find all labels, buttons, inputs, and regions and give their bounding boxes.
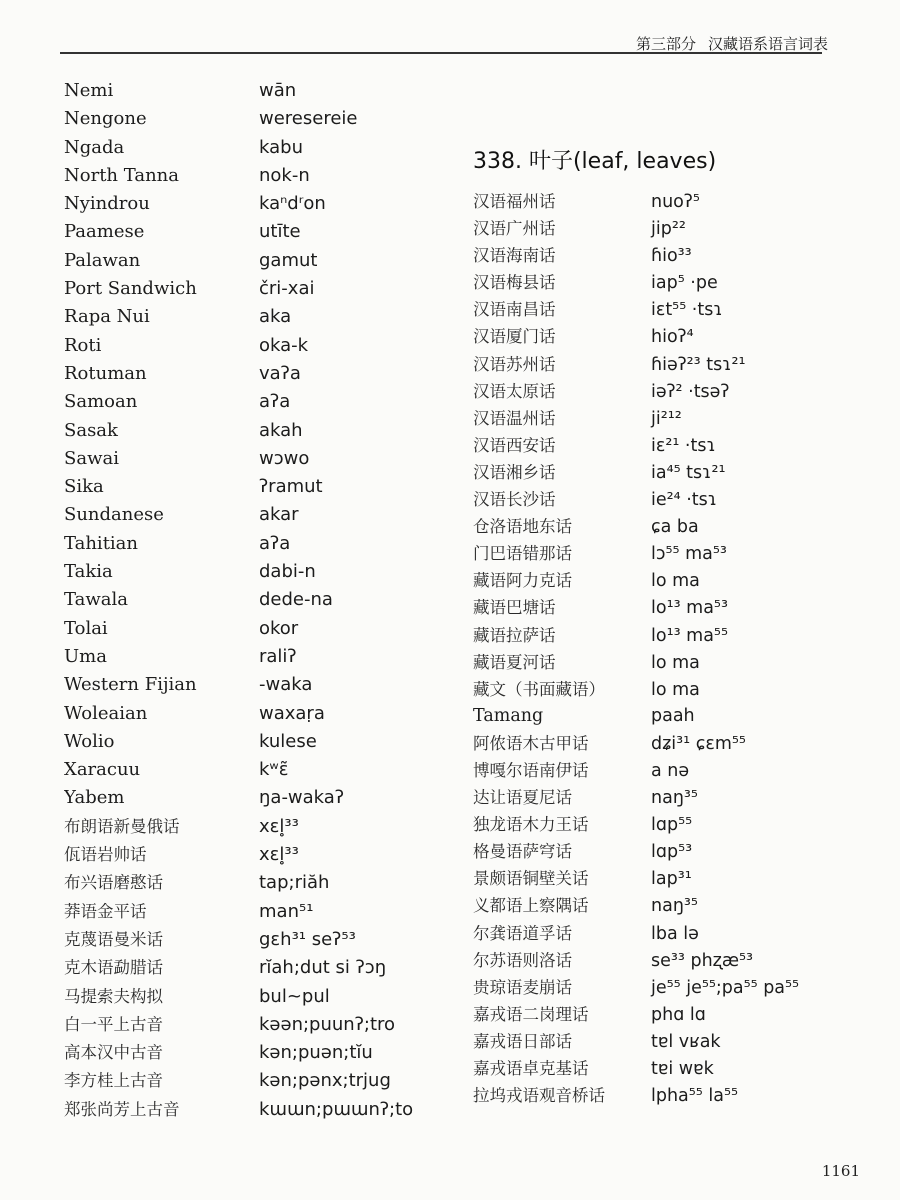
- entry-row: [473, 351, 873, 378]
- entry-row: [473, 676, 873, 703]
- language-name: Tahitian: [64, 532, 139, 554]
- language-name: Tamang: [473, 705, 544, 726]
- language-name: 马提索夫构拟: [64, 986, 163, 1006]
- entry-row: [473, 323, 873, 350]
- entry-row: [64, 105, 424, 133]
- word-form: kabu: [259, 136, 303, 158]
- entry-row: [64, 813, 424, 841]
- word-form: ia⁴⁵ tsɿ²¹: [651, 462, 726, 483]
- language-name: 李方桂上古音: [64, 1071, 163, 1091]
- entry-row: [473, 838, 873, 865]
- language-name: North Tanna: [64, 164, 179, 186]
- entry-row: [473, 540, 873, 567]
- language-name: 贵琼语麦崩话: [473, 977, 572, 997]
- language-name: Nengone: [64, 108, 147, 130]
- entry-row: [473, 567, 873, 594]
- language-name: Paamese: [64, 221, 145, 243]
- language-name: 汉语厦门话: [473, 327, 556, 347]
- word-form: gamut: [259, 249, 318, 271]
- entry-row: [64, 77, 424, 105]
- entry-row: [64, 162, 424, 190]
- entry-row: [473, 784, 873, 811]
- running-header: [636, 33, 828, 54]
- word-form: dabi-n: [259, 561, 316, 583]
- word-form: lo ma: [651, 652, 700, 673]
- entry-row: [64, 501, 424, 529]
- entry-row: [64, 360, 424, 388]
- entry-row: [64, 756, 424, 784]
- language-name: 格曼语萨穹话: [473, 842, 572, 862]
- entry-row: [64, 190, 424, 218]
- word-form: je⁵⁵ je⁵⁵;pa⁵⁵ pa⁵⁵: [651, 977, 800, 998]
- language-name: 嘉戎语日部话: [473, 1031, 572, 1051]
- word-form: jip²²: [651, 219, 686, 240]
- entry-row: [64, 841, 424, 869]
- language-name: 尔龚语道孚话: [473, 923, 572, 943]
- language-name: 拉坞戎语观音桥话: [473, 1086, 605, 1106]
- word-form: lpha⁵⁵ la⁵⁵: [651, 1086, 738, 1107]
- word-form: iəʔ² ·tsəʔ: [651, 381, 730, 402]
- language-name: 仓洛语地东话: [473, 517, 572, 537]
- word-form: lap³¹: [651, 869, 692, 890]
- language-name: 汉语温州话: [473, 408, 556, 428]
- language-name: 藏语阿力克话: [473, 571, 572, 591]
- word-form: tap;riăh: [259, 872, 330, 894]
- entry-row: [64, 1039, 424, 1067]
- word-form: lo¹³ ma⁵⁵: [651, 625, 728, 646]
- word-form: ŋa-wakaʔ: [259, 787, 345, 809]
- entry-row: [64, 445, 424, 473]
- language-name: 白一平上古音: [64, 1014, 163, 1034]
- word-form: kʷɛ̃: [259, 759, 289, 781]
- word-form: kəən;puunʔ;tro: [259, 1013, 396, 1035]
- word-form: paah: [651, 705, 695, 726]
- language-name: Tawala: [64, 589, 128, 611]
- language-name: Wolio: [64, 730, 115, 752]
- entry-row: [473, 1082, 873, 1109]
- language-name: 阿侬语木古甲话: [473, 733, 589, 753]
- language-name: 汉语西安话: [473, 435, 556, 455]
- entry-row: [64, 473, 424, 501]
- language-name: Ngada: [64, 136, 125, 158]
- word-form: okor: [259, 617, 299, 639]
- entry-row: [64, 1096, 424, 1124]
- entry-row: [64, 643, 424, 671]
- word-form: bul~pul: [259, 985, 330, 1007]
- language-name: 嘉戎语卓克基话: [473, 1059, 589, 1078]
- entry-row: [64, 417, 424, 445]
- language-name: 克木语勐腊话: [64, 958, 163, 978]
- entry-row: [64, 303, 424, 331]
- entry-row: [473, 649, 873, 676]
- entry-row: [473, 811, 873, 838]
- language-name: 达让语夏尼话: [473, 788, 572, 808]
- language-name: 义都语上察隅话: [473, 896, 589, 916]
- word-form: naŋ³⁵: [651, 896, 698, 917]
- word-form: wɔwo: [259, 447, 310, 469]
- entry-row: [473, 594, 873, 621]
- right-word-list: [473, 188, 873, 1109]
- language-name: Rotuman: [64, 362, 147, 384]
- language-name: 莽语金平话: [64, 901, 147, 921]
- language-name: Palawan: [64, 249, 141, 271]
- entry-row: [473, 757, 873, 784]
- word-form: kaⁿdʳon: [259, 193, 326, 215]
- language-name: 门巴语错那话: [473, 544, 572, 564]
- entry-row: [64, 700, 424, 728]
- word-form: man⁵¹: [259, 900, 314, 922]
- language-name: Rapa Nui: [64, 306, 150, 328]
- language-name: 藏语拉萨话: [473, 625, 556, 645]
- entry-row: [64, 1011, 424, 1039]
- word-form: aka: [259, 306, 292, 328]
- word-form: lo ma: [651, 571, 700, 592]
- word-form: se³³ phʐæ⁵³: [651, 950, 754, 971]
- language-name: 嘉戎语二岗理话: [473, 1004, 589, 1024]
- header-title: 汉藏语系语言词表: [707, 35, 828, 53]
- language-name: Tolai: [64, 617, 108, 639]
- word-form: ɕa ba: [651, 517, 699, 538]
- entry-row: [64, 728, 424, 756]
- language-name: 汉语苏州话: [473, 354, 556, 374]
- page-number: 1161: [821, 1162, 860, 1180]
- word-form: nuoʔ⁵: [651, 192, 700, 212]
- word-form: iap⁵ ·pe: [651, 273, 718, 294]
- word-form: tɐl vʁak: [651, 1031, 721, 1052]
- entry-row: [64, 530, 424, 558]
- language-name: 克蔑语曼米话: [64, 929, 163, 949]
- word-form: kulese: [259, 730, 317, 752]
- entry-row: [64, 586, 424, 614]
- word-form: wān: [259, 80, 297, 101]
- language-name: 汉语海南话: [473, 246, 556, 266]
- entry-row: [64, 898, 424, 926]
- entry-row: [473, 1001, 873, 1028]
- entry-row: [64, 332, 424, 360]
- word-form: xɛl̥³³: [259, 844, 299, 866]
- word-form: aʔa: [259, 391, 291, 413]
- word-form: waxaṛa: [259, 702, 325, 724]
- entry-row: [473, 215, 873, 242]
- word-form: kɯɯn;pɯɯnʔ;to: [259, 1098, 414, 1120]
- entry-row: [64, 784, 424, 812]
- word-form: akah: [259, 419, 303, 441]
- language-name: Sundanese: [64, 504, 164, 526]
- header-part: 第三部分: [635, 35, 696, 53]
- word-form: dede-na: [259, 589, 333, 611]
- language-name: 汉语南昌话: [473, 300, 556, 320]
- entry-row: [64, 869, 424, 897]
- entry-row: [64, 218, 424, 246]
- language-name: Western Fijian: [64, 674, 197, 696]
- entry-row: [473, 459, 873, 486]
- language-name: Sawai: [64, 447, 119, 469]
- entry-row: [64, 388, 424, 416]
- word-form: weresereie: [259, 108, 358, 130]
- language-name: 博嘎尔语南伊话: [473, 760, 589, 780]
- entry-row: [64, 247, 424, 275]
- word-form: lba lə: [651, 923, 699, 944]
- entry-row: [64, 926, 424, 954]
- entry-row: [473, 188, 873, 215]
- entry-row: [473, 296, 873, 323]
- language-name: Uma: [64, 645, 107, 667]
- language-name: Roti: [64, 334, 102, 356]
- entry-row: [473, 703, 873, 730]
- word-form: raliʔ: [259, 645, 297, 667]
- entry-row: [473, 486, 873, 513]
- entry-row: [64, 954, 424, 982]
- language-name: Takia: [64, 561, 113, 583]
- word-form: oka-k: [259, 334, 309, 356]
- language-name: 汉语太原话: [473, 381, 556, 401]
- word-form: a nə: [651, 760, 690, 781]
- word-form: lɔ⁵⁵ ma⁵³: [651, 544, 727, 565]
- word-form: xɛl̥³³: [259, 815, 299, 837]
- entry-row: [473, 269, 873, 296]
- entry-row: [64, 134, 424, 162]
- word-form: ɦio³³: [651, 246, 692, 267]
- language-name: 汉语长沙话: [473, 490, 556, 510]
- word-form: utīte: [259, 221, 301, 243]
- entry-row: [473, 1055, 873, 1082]
- language-name: 景颇语铜壁关话: [473, 869, 589, 889]
- entry-row: [473, 1028, 873, 1055]
- word-form: hioʔ⁴: [651, 327, 694, 348]
- language-name: Port Sandwich: [64, 278, 197, 300]
- word-form: ʔramut: [259, 476, 323, 498]
- entry-row: [64, 671, 424, 699]
- entry-row: [473, 865, 873, 892]
- language-name: Xaracuu: [64, 759, 141, 781]
- word-form: dʑi³¹ ɕɛm⁵⁵: [651, 733, 746, 754]
- language-name: 尔苏语则洛话: [473, 950, 572, 970]
- word-form: rĭah;dut si ʔɔŋ: [259, 957, 387, 979]
- language-name: 藏语夏河话: [473, 652, 556, 672]
- word-form: akar: [259, 504, 299, 526]
- language-name: Yabem: [64, 787, 125, 809]
- language-name: 独龙语木力王话: [473, 815, 589, 835]
- entry-row: [64, 1067, 424, 1095]
- word-form: kən;pənx;trjug: [259, 1070, 391, 1092]
- header-rule: [60, 52, 822, 54]
- word-form: nok-n: [259, 164, 310, 186]
- word-form: iɛt⁵⁵ ·tsɿ: [651, 300, 723, 321]
- entry-row: [473, 405, 873, 432]
- word-form: čri-xai: [259, 278, 315, 300]
- language-name: 布兴语磨憨话: [64, 873, 163, 893]
- entry-row: [473, 378, 873, 405]
- entry-row: [64, 615, 424, 643]
- word-form: kən;puən;tĭu: [259, 1042, 373, 1064]
- word-form: gɛh³¹ seʔ⁵³: [259, 928, 356, 950]
- language-name: 汉语广州话: [473, 219, 556, 239]
- entry-row: [473, 622, 873, 649]
- entry-row: [473, 947, 873, 974]
- word-form: ie²⁴ ·tsɿ: [651, 490, 718, 511]
- entry-row: [473, 974, 873, 1001]
- entry-row: [64, 983, 424, 1011]
- word-form: vaʔa: [259, 362, 301, 384]
- entry-row: [473, 242, 873, 269]
- entry-row: [473, 892, 873, 919]
- language-name: 汉语湘乡话: [473, 462, 556, 482]
- word-form: lo¹³ ma⁵³: [651, 598, 728, 619]
- word-form: lɑp⁵⁵: [651, 815, 693, 836]
- word-form: ɦiəʔ²³ tsɿ²¹: [651, 354, 746, 375]
- language-name: 汉语福州话: [473, 192, 556, 211]
- word-form: phɑ lɑ: [651, 1004, 706, 1025]
- language-name: 汉语梅县话: [473, 273, 556, 293]
- language-name: 藏语巴塘话: [473, 598, 556, 618]
- language-name: Sika: [64, 476, 104, 498]
- section-title: 338. 叶子(leaf, leaves): [473, 149, 717, 174]
- word-form: tɐi wɐk: [651, 1059, 714, 1079]
- language-name: 藏文（书面藏语）: [473, 679, 605, 699]
- entry-row: [473, 730, 873, 757]
- word-form: aʔa: [259, 532, 291, 554]
- language-name: 高本汉中古音: [64, 1043, 163, 1063]
- entry-row: [473, 920, 873, 947]
- word-form: lɑp⁵³: [651, 842, 693, 863]
- language-name: Sasak: [64, 419, 118, 441]
- word-form: -waka: [259, 674, 313, 696]
- language-name: 布朗语新曼俄话: [64, 816, 180, 836]
- language-name: 佤语岩帅话: [64, 845, 147, 865]
- entry-row: [64, 558, 424, 586]
- word-form: lo ma: [651, 679, 700, 700]
- language-name: Woleaian: [64, 702, 148, 724]
- language-name: 郑张尚芳上古音: [64, 1099, 180, 1119]
- language-name: Nyindrou: [64, 193, 150, 215]
- word-form: iɛ²¹ ·tsɿ: [651, 435, 716, 456]
- left-word-list: [64, 77, 424, 1124]
- entry-row: [473, 513, 873, 540]
- entry-row: [64, 275, 424, 303]
- language-name: Samoan: [64, 391, 138, 413]
- entry-row: [473, 432, 873, 459]
- word-form: ji²¹²: [651, 408, 682, 429]
- word-form: naŋ³⁵: [651, 788, 698, 809]
- language-name: Nemi: [64, 80, 114, 101]
